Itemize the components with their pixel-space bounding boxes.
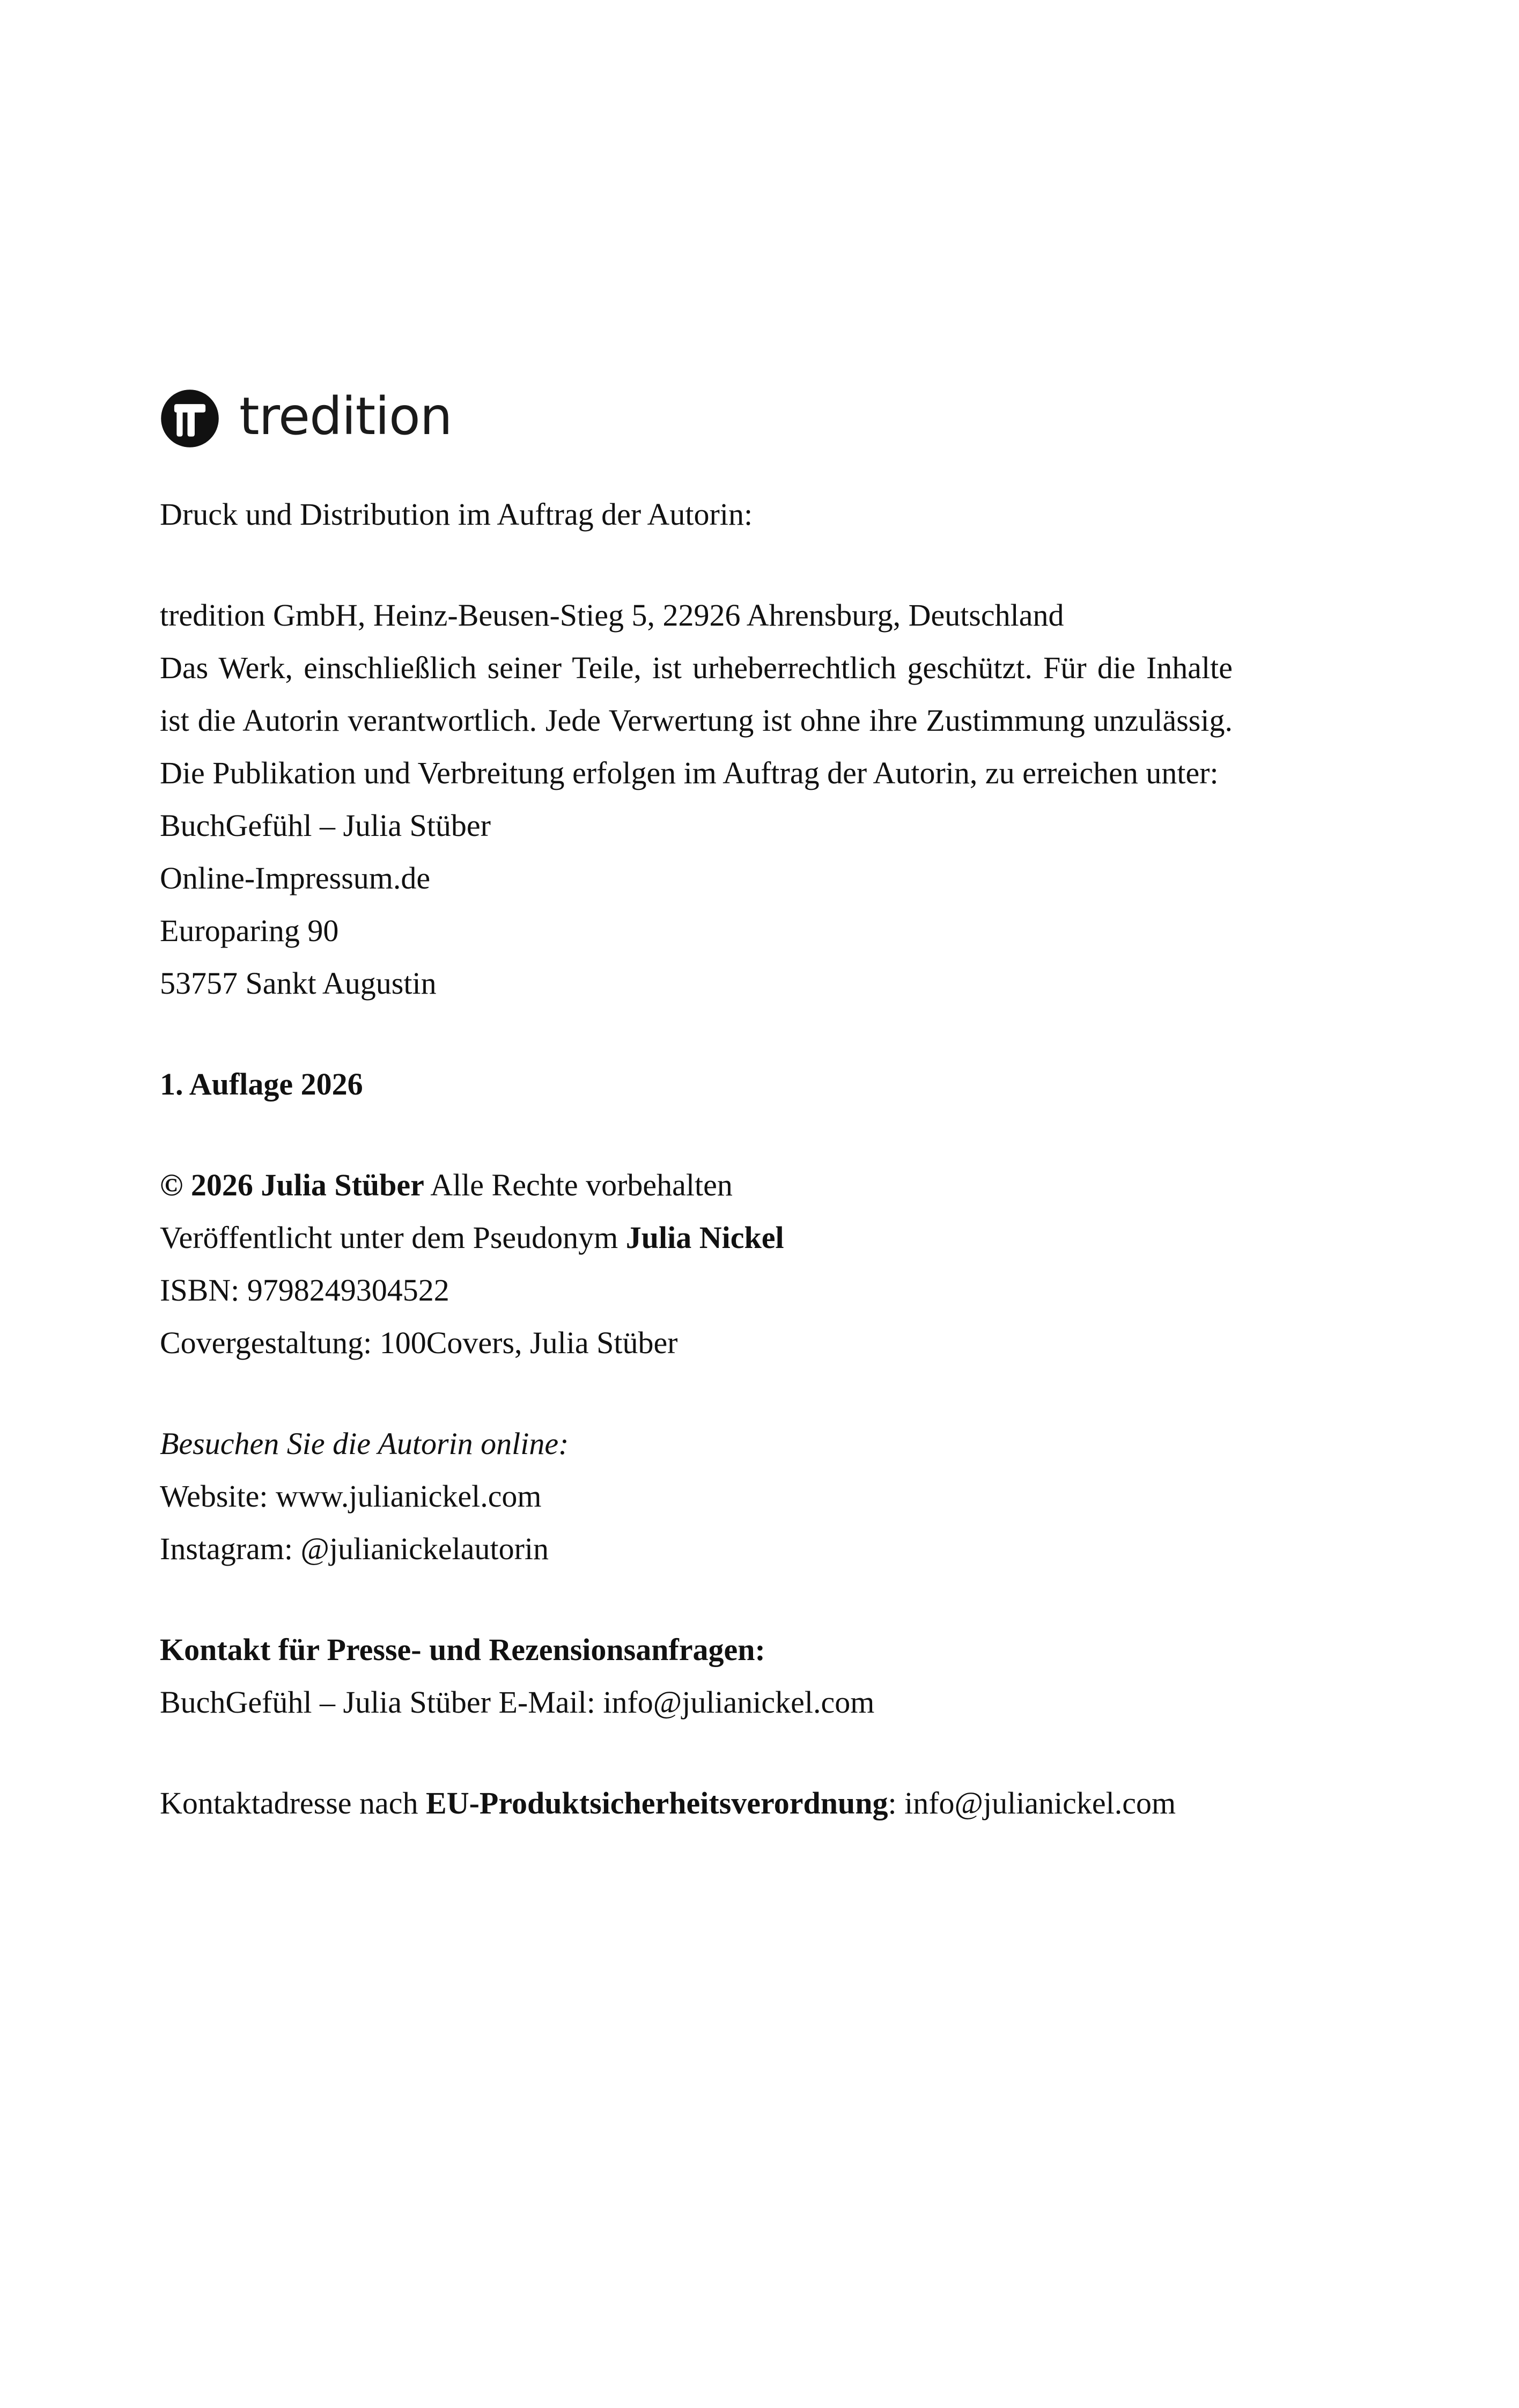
- publisher-note: Druck und Distribution im Auftrag der Autorin:: [160, 497, 753, 532]
- copyright-rights: Alle Rechte vorbehalten: [424, 1168, 733, 1202]
- pseudonym-name: Julia Nickel: [625, 1220, 784, 1255]
- pseudonym-line: [160, 1212, 1233, 1264]
- eu-prefix: Kontaktadresse nach: [160, 1786, 426, 1820]
- edition-text: 1. Auflage 2026: [160, 1067, 363, 1102]
- copyright-holder: © 2026 Julia Stüber: [160, 1168, 424, 1202]
- logo-wordmark: tredition: [239, 386, 452, 446]
- tredition-logo-icon: [160, 388, 220, 449]
- press-heading-text: Kontakt für Presse- und Rezensionsanfragen:: [160, 1632, 765, 1667]
- online-heading-text: Besuchen Sie die Autorin online:: [160, 1426, 569, 1461]
- website-line: Website: www.julianickel.com: [160, 1479, 542, 1514]
- legal-text: Das Werk, einschließlich seiner Teile, ist urheberrechtlich geschützt. Für die Inhalte ist die Autorin verantwortlich. Jede Verwertung ist ohne ihre Zustimmung unzulässig. Die Publikation und Verbreitung erfolgen im Auftrag der Autorin, zu erreichen unter:: [160, 650, 1233, 790]
- publisher-logo: [160, 386, 1233, 451]
- eu-regulation: EU-Produktsicherheitsverordnung: [426, 1786, 888, 1820]
- pseudonym-prefix: Veröffentlicht unter dem Pseudonym: [160, 1220, 626, 1255]
- copyright-line: [160, 1159, 1233, 1212]
- press-contact: BuchGefühl – Julia Stüber E-Mail: info@julianickel.com: [160, 1685, 875, 1720]
- eu-contact-line: [160, 1777, 1233, 1830]
- contact-line-street: Europaring 90: [160, 913, 339, 948]
- imprint-content: [160, 386, 1233, 1830]
- contact-line-name: BuchGefühl – Julia Stüber: [160, 808, 491, 843]
- cover-credit: Covergestaltung: 100Covers, Julia Stüber: [160, 1325, 678, 1360]
- contact-line-city: 53757 Sankt Augustin: [160, 966, 437, 1001]
- instagram-line: Instagram: @julianickelautorin: [160, 1531, 549, 1566]
- publisher-address: tredition GmbH, Heinz-Beusen-Stieg 5, 22926 Ahrensburg, Deutschland: [160, 598, 1064, 633]
- contact-line-service: Online-Impressum.de: [160, 861, 431, 895]
- eu-suffix: : info@julianickel.com: [888, 1786, 1176, 1820]
- press-heading: [160, 1624, 1233, 1676]
- isbn: ISBN: 9798249304522: [160, 1273, 449, 1308]
- online-heading: [160, 1418, 1233, 1470]
- edition: [160, 1058, 1233, 1111]
